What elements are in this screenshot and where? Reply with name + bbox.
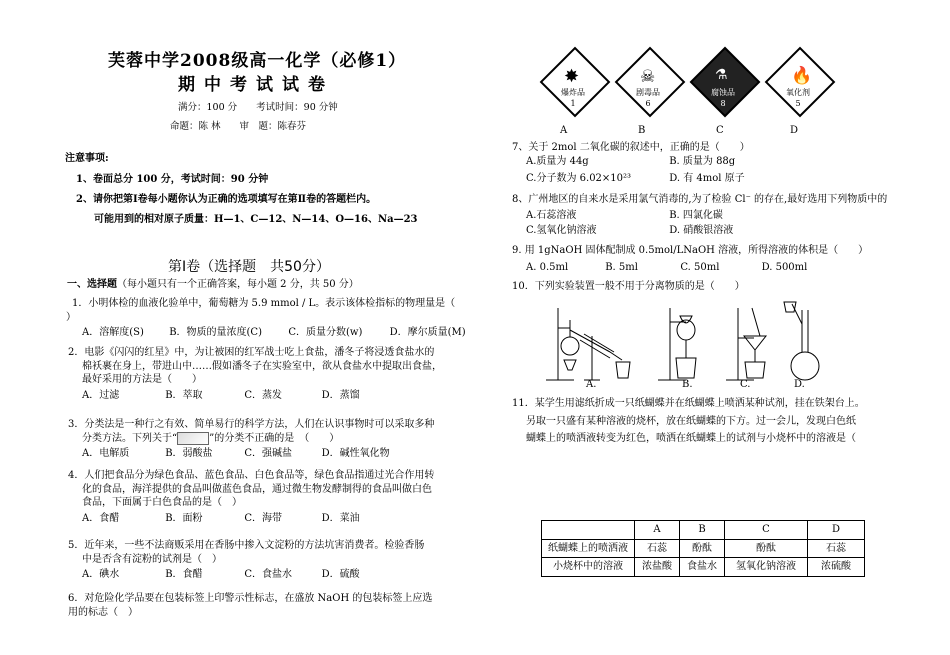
hazard-letter-b: B bbox=[638, 125, 646, 136]
option-a: A.质量为 44g bbox=[526, 155, 589, 167]
table-cell: D bbox=[808, 521, 865, 540]
option-b: B. 四氯化碳 bbox=[669, 209, 723, 221]
section-heading-bold: 一、选择题 bbox=[67, 279, 117, 290]
option-c: C．质量分数(w) bbox=[288, 327, 363, 338]
table-row bbox=[542, 558, 865, 577]
question-stem: 5．近年来，一些不法商贩采用在香肠中掺入文淀粉的方法坑害消费者。检验香肠 bbox=[68, 540, 425, 551]
apparatus-letter-a: A. bbox=[586, 379, 597, 390]
hazard-sign-b bbox=[610, 52, 690, 124]
table-cell: 浓盐酸 bbox=[635, 558, 680, 577]
question-options bbox=[82, 326, 466, 340]
table-cell: 浓硫酸 bbox=[808, 558, 865, 577]
filtration-apparatus bbox=[726, 308, 766, 380]
table-cell: 酚酞 bbox=[725, 539, 808, 558]
table-cell: B bbox=[680, 521, 725, 540]
option-c: C．海带 bbox=[244, 512, 283, 524]
question-options bbox=[526, 155, 932, 169]
question-stem: 化的食品，海洋提供的食品叫做蓝色食品，通过微生物发酵制得的食品叫做白色 bbox=[82, 483, 432, 495]
hazard-number: 5 bbox=[795, 99, 801, 108]
table-cell: 氢氧化钠溶液 bbox=[725, 558, 808, 577]
hazard-label: 氧化剂 bbox=[786, 88, 810, 97]
question-stem: 另取一只盛有某种溶液的烧杯，放在纸蝴蝶的下方。过一会儿，发现白色纸 bbox=[526, 415, 856, 427]
table-cell: 石蕊 bbox=[808, 539, 865, 558]
explosion-icon: ✸ bbox=[564, 66, 580, 87]
question-options bbox=[526, 209, 932, 223]
question-5 bbox=[68, 539, 468, 582]
question-stem: 9. 用 1gNaOH 固体配制成 0.5mol/LNaOH 溶液，所得溶液的体积是（ ） bbox=[512, 245, 869, 256]
table-cell bbox=[542, 521, 635, 540]
question-6 bbox=[68, 592, 468, 619]
notes-item-1: 1、卷面总分 100 分，考试时间：90 分钟 bbox=[76, 174, 269, 185]
hazard-letter-c: C bbox=[716, 125, 724, 136]
question-options bbox=[82, 568, 468, 582]
option-a: A．电解质 bbox=[82, 448, 130, 459]
hazard-label: 剧毒品 bbox=[636, 88, 660, 97]
hazard-label: 爆炸品 bbox=[561, 88, 585, 97]
table-row bbox=[542, 539, 865, 558]
option-a: A．过滤 bbox=[82, 389, 120, 401]
option-a: A.石蕊溶液 bbox=[526, 209, 577, 221]
exam-meta-score-time: 满分：100 分 考试时间：90 分钟 bbox=[178, 102, 338, 113]
option-c: C.分子数为 6.02×10²³ bbox=[526, 173, 632, 184]
corrosive-icon: ⚗ bbox=[715, 67, 728, 83]
option-c: C．蒸发 bbox=[244, 389, 283, 401]
option-a: A．溶解度(S) bbox=[82, 327, 144, 338]
question-11-table bbox=[541, 520, 865, 577]
question-4 bbox=[68, 469, 468, 525]
notes-item-2: 2、请你把第Ⅰ卷每小题你认为正确的选项填写在第Ⅱ卷的答题栏内。 bbox=[76, 194, 377, 205]
question-stem-part: 分类方法。下列关于“ bbox=[82, 432, 178, 444]
flame-over-circle-icon: 🔥 bbox=[791, 66, 813, 86]
option-c: C．食盐水 bbox=[244, 569, 293, 580]
notes-item-3: 可能用到的相对原子质量：H—1、C—12、N—14、O—16、Na—23 bbox=[94, 214, 418, 225]
option-d: D．菜油 bbox=[321, 512, 360, 524]
table-cell: 纸蝴蝶上的喷洒液 bbox=[542, 539, 635, 558]
question-3 bbox=[68, 418, 468, 461]
option-c: C.氢氧化钠溶液 bbox=[526, 225, 597, 236]
table-cell: 酚酞 bbox=[680, 539, 725, 558]
question-stem: 3．分类法是一种行之有效、简单易行的科学方法，人们在认识事物时可以采取多种 bbox=[68, 419, 435, 430]
table-cell: A bbox=[635, 521, 680, 540]
question-stem: 1．小明体检的血液化验单中，葡萄糖为 5.9 mmol / L。表示该体检指标的物理量是（ bbox=[72, 298, 456, 309]
hazard-number: 6 bbox=[645, 99, 651, 108]
table-header-row bbox=[542, 521, 865, 540]
question-stem: 8、广州地区的自来水是采用氯气消毒的,为了检验 Cl⁻ 的存在,最好选用下列物质中的 bbox=[512, 194, 888, 205]
hazard-label: 腐蚀品 bbox=[711, 88, 735, 97]
option-b: B．食醋 bbox=[165, 569, 203, 580]
option-d: D. 硝酸银溶液 bbox=[669, 225, 734, 236]
question-options bbox=[82, 512, 468, 526]
question-options bbox=[526, 261, 932, 275]
question-stem: 最好采用的方法是（ ） bbox=[82, 374, 202, 385]
question-stem: 4．人们把食品分为绿色食品、蓝色食品、白色食品等，绿色食品指通过光合作用转 bbox=[68, 470, 435, 481]
option-d: D．摩尔质量(M) bbox=[389, 327, 466, 338]
option-d: D．硫酸 bbox=[321, 569, 360, 580]
exam-meta-authors: 命题：陈 林 审 题：陈春芬 bbox=[170, 121, 307, 132]
question-stem bbox=[82, 432, 468, 446]
separatory-funnel-apparatus bbox=[658, 308, 696, 380]
apparatus-letter-d: D. bbox=[794, 379, 805, 390]
option-d: D．碱性氧化物 bbox=[321, 448, 390, 459]
question-stem: 中是否含有淀粉的试剂是（ ） bbox=[82, 553, 222, 565]
question-2 bbox=[68, 346, 468, 402]
option-d: D. 有 4mol 原子 bbox=[669, 173, 745, 184]
skull-crossbones-icon: ☠ bbox=[640, 67, 656, 87]
section-title: 第Ⅰ卷（选择题 共50分） bbox=[168, 259, 330, 275]
question-stem: 食品，下面属于白色食品的是（ ） bbox=[82, 497, 242, 508]
question-stem-part: ”的分类不正确的是 （ ） bbox=[209, 432, 340, 444]
distillation-apparatus bbox=[546, 308, 630, 380]
option-b: B．物质的量浓度(C) bbox=[169, 327, 262, 338]
apparatus-letter-b: B. bbox=[682, 379, 693, 390]
question-1 bbox=[66, 297, 466, 340]
question-stem: 蝴蝶上的喷洒液转变为红色，喷洒在纸蝴蝶上的试剂与小烧杯中的溶液是（ bbox=[526, 433, 856, 444]
notes-heading: 注意事项: bbox=[65, 153, 109, 164]
question-9 bbox=[512, 244, 932, 274]
exam-title: 芙蓉中学2008级高一化学（必修1） bbox=[108, 51, 407, 71]
table-cell: 石蕊 bbox=[635, 539, 680, 558]
option-b: B．弱酸盐 bbox=[165, 448, 213, 459]
question-stem: ） bbox=[66, 311, 76, 323]
hazard-letter-a: A bbox=[560, 125, 568, 136]
question-10: 10．下列实验装置一般不用于分离物质的是（ ） bbox=[512, 281, 745, 292]
question-options bbox=[82, 447, 468, 461]
option-a: A. 0.5ml bbox=[526, 261, 569, 273]
question-stem: 2．电影《闪闪的红星》中，为让被困的红军战士吃上食盐，潘冬子将浸透食盐水的 bbox=[68, 347, 435, 358]
hazard-number: 1 bbox=[570, 99, 576, 108]
option-d: D．蒸馏 bbox=[321, 389, 360, 401]
question-stem: 6．对危险化学品要在包装标签上印警示性标志，在盛放 NaOH 的包装标签上应选 bbox=[68, 593, 433, 604]
table-cell: 食盐水 bbox=[680, 558, 725, 577]
compound-image-icon bbox=[177, 432, 209, 445]
question-11 bbox=[512, 395, 932, 448]
hazard-sign-a bbox=[535, 52, 615, 124]
option-b: B. 5ml bbox=[605, 261, 638, 273]
exam-subtitle: 期中考试试卷 bbox=[178, 75, 334, 95]
question-stem: 用的标志（ ） bbox=[68, 606, 138, 618]
section-heading-rest: （每小题只有一个正确答案，每小题 2 分，共 50 分） bbox=[117, 279, 359, 290]
table-cell: 小烧杯中的溶液 bbox=[542, 558, 635, 577]
hazard-sign-d bbox=[760, 52, 840, 124]
question-8 bbox=[512, 193, 932, 238]
option-b: B. 质量为 88g bbox=[669, 155, 736, 167]
section-heading bbox=[67, 278, 359, 292]
option-d: D. 500ml bbox=[761, 261, 808, 273]
option-b: B．面粉 bbox=[165, 512, 203, 524]
question-options bbox=[526, 172, 932, 186]
option-a: A．碘水 bbox=[82, 569, 120, 580]
option-a: A．食醋 bbox=[82, 512, 120, 524]
question-stem: 7、关于 2mol 二氧化碳的叙述中，正确的是（ ） bbox=[512, 142, 750, 153]
option-b: B．萃取 bbox=[165, 389, 203, 401]
hazard-sign-c bbox=[685, 52, 765, 124]
table-cell: C bbox=[725, 521, 808, 540]
apparatus-letter-c: C. bbox=[740, 379, 751, 390]
question-options bbox=[526, 224, 932, 238]
question-7 bbox=[512, 141, 932, 186]
option-c: C. 50ml bbox=[680, 261, 720, 273]
hazard-letter-d: D bbox=[790, 125, 799, 136]
hazard-number: 8 bbox=[720, 99, 726, 108]
question-options bbox=[82, 389, 468, 403]
volumetric-flask-apparatus bbox=[784, 302, 819, 380]
question-stem: 11．某学生用滤纸折成一只纸蝴蝶并在纸蝴蝶上喷洒某种试剂，挂在铁架台上。 bbox=[512, 398, 865, 409]
question-stem: 棉袄裹在身上，带进山中……假如潘冬子在实验室中，欲从食盐水中提取出食盐， bbox=[82, 360, 442, 372]
option-c: C．强碱盐 bbox=[244, 448, 293, 459]
